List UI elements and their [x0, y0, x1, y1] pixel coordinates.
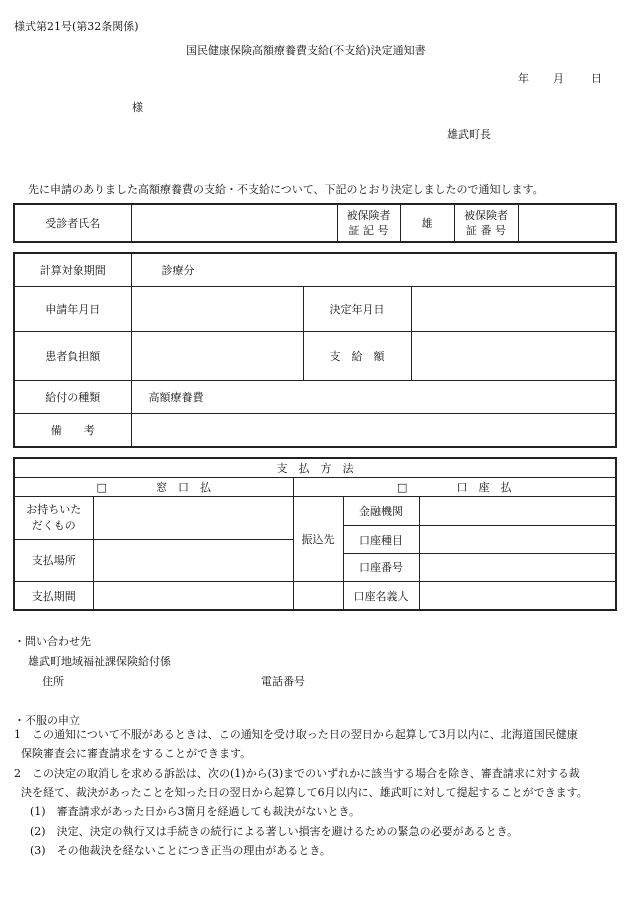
- objection-item1-line2: 保険審査会に審査請求をすることができます。: [21, 747, 252, 760]
- patient-name-field[interactable]: [131, 204, 337, 242]
- account-type-field[interactable]: [419, 526, 616, 553]
- account-checkbox[interactable]: □: [397, 480, 408, 494]
- account-number-field[interactable]: [419, 553, 616, 581]
- pay-place-field[interactable]: [93, 539, 293, 582]
- objection-item2-line1: 2 この決定の取消しを求める訴訟は、次の(1)から(3)までのいずれかに該当する場合を除き、審査請求に対する裁: [14, 767, 580, 780]
- document-title: 国民健康保険高額療養費支給(不支給)決定通知書: [186, 44, 426, 57]
- intro-text: 先に申請のありました高額療養費の支給・不支給について、下記のとおり決定しましたので通知します。: [28, 183, 544, 196]
- pay-period-label: 支払期間: [14, 582, 93, 610]
- pay-period-field[interactable]: [93, 582, 293, 610]
- bring-items-field[interactable]: [93, 497, 293, 540]
- date-year: 年: [518, 72, 529, 85]
- account-payment-option[interactable]: [293, 477, 616, 496]
- contact-address-label: 住所: [42, 675, 64, 688]
- insured-number-label: 被保険者 証 番 号: [454, 204, 518, 242]
- counter-checkbox[interactable]: □: [96, 480, 107, 494]
- insured-symbol-label: 被保険者 証 記 号: [337, 204, 400, 242]
- objection-sub2: (2) 決定、決定の執行又は手続きの続行による著しい損害を避けるための緊急の必要があるとき。: [30, 825, 519, 838]
- objection-sub1: (1) 審査請求があった日から3箇月を経過しても裁決がないとき。: [30, 805, 361, 818]
- contact-phone-label: 電話番号: [261, 675, 305, 688]
- bring-items-label: お持ちいた だくもの: [14, 497, 93, 540]
- copay-field[interactable]: [131, 331, 303, 380]
- detail-table: [13, 252, 617, 448]
- issuer: 雄武町長: [447, 128, 491, 141]
- remarks-label: 備 考: [14, 413, 131, 447]
- payment-method-header: 支 払 方 法: [14, 458, 616, 477]
- remarks-field[interactable]: [131, 413, 616, 447]
- objection-item1-line1: 1 この通知について不服があるときは、この通知を受け取った日の翌日から起算して3月以内に、北海道国民健康: [14, 728, 578, 741]
- insured-symbol-field[interactable]: 雄: [400, 204, 454, 242]
- objection-item2-line2: 決を経て、裁決があったことを知った日の翌日から起算して6月以内に、雄武町に対して提起することができます。: [21, 786, 588, 799]
- insured-number-field[interactable]: [518, 204, 616, 242]
- payment-amount-label: 支 給 額: [303, 331, 411, 380]
- period-field[interactable]: 診療分: [131, 253, 616, 286]
- decision-date-label: 決定年月日: [303, 286, 411, 331]
- transfer-label: 振込先: [293, 497, 343, 582]
- bank-label: 金融機関: [343, 497, 419, 526]
- patient-table: [13, 203, 617, 243]
- payment-amount-field[interactable]: [411, 331, 616, 380]
- account-type-label: 口座種目: [343, 526, 419, 553]
- objection-heading: ・不服の申立: [14, 714, 80, 727]
- decision-date-field[interactable]: [411, 286, 616, 331]
- account-holder-label: 口座名義人: [343, 582, 419, 610]
- patient-name-label: 受診者氏名: [14, 204, 131, 242]
- copay-label: 患者負担額: [14, 331, 131, 380]
- addressee-suffix: 様: [132, 101, 143, 114]
- date-day: 日: [591, 72, 602, 85]
- objection-sub3: (3) その他裁決を経ないことにつき正当の理由があるとき。: [30, 844, 331, 857]
- pay-place-label: 支払場所: [14, 539, 93, 582]
- contact-heading: ・問い合わせ先: [14, 635, 91, 648]
- account-payment-label: 口 座 払: [456, 480, 512, 494]
- counter-payment-option[interactable]: [14, 477, 293, 496]
- payment-method-table: [13, 457, 617, 611]
- transfer-spacer: [293, 582, 343, 610]
- benefit-type-field[interactable]: 高額療養費: [131, 380, 616, 413]
- form-number: 様式第21号(第32条関係): [14, 20, 139, 33]
- contact-department: 雄武町地域福祉課保険給付係: [28, 655, 171, 668]
- counter-payment-label: 窓 口 払: [155, 480, 211, 494]
- benefit-type-label: 給付の種類: [14, 380, 131, 413]
- date-month: 月: [553, 72, 564, 85]
- account-holder-field[interactable]: [419, 582, 616, 610]
- account-number-label: 口座番号: [343, 553, 419, 581]
- period-label: 計算対象期間: [14, 253, 131, 286]
- apply-date-field[interactable]: [131, 286, 303, 331]
- bank-field[interactable]: [419, 497, 616, 526]
- apply-date-label: 申請年月日: [14, 286, 131, 331]
